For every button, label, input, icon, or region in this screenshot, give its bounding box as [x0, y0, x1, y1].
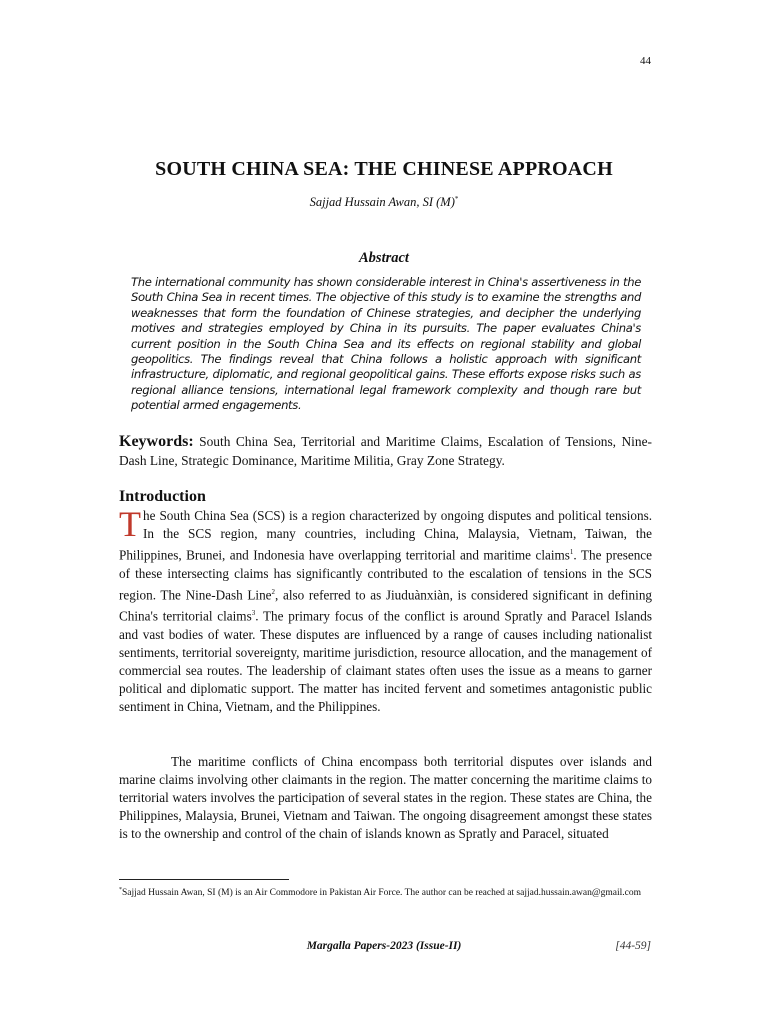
footnote	[119, 884, 652, 900]
keywords-text: South China Sea, Territorial and Maritime Claims, Escalation of Tensions, Nine-Dash Line, Strategic Dominance, Maritime Militia, Gray Zone Strategy.	[119, 434, 652, 468]
footnote-mark: *	[119, 887, 122, 893]
keywords-block	[119, 432, 652, 470]
p1-part-b: . The presence of these intersecting claims has significantly contributed to the escalation of tensions in the SCS region. The Nine-Dash Line	[119, 547, 652, 603]
citation-ref-3: 3	[251, 609, 256, 618]
abstract-text: The international community has shown considerable interest in China's assertiveness in the South China Sea in recent times. The objective of this study is to examine the strengths and weaknesses that form the foundation of Chinese strategies, and decipher the underlying motives and strategies employed by China in its pursuits. The paper evaluates China's current position in the South China Sea and its effects on regional stability and global geopolitics. The findings reveal that China follows a holistic approach with significant infrastructure, diplomatic, and regional geopolitical gains. These efforts expose risks such as regional alliance tensions, international legal framework complexity and though rare but potential armed engagements.	[131, 275, 641, 413]
author-line	[0, 195, 768, 210]
page-number: 44	[640, 55, 651, 67]
journal-footer: Margalla Papers-2023 (Issue-II)	[306, 940, 462, 952]
citation-ref-1: 1	[569, 548, 574, 557]
author-footnote-mark: *	[454, 195, 459, 203]
drop-cap: T	[119, 504, 141, 544]
footnote-divider	[119, 879, 289, 880]
abstract-heading: Abstract	[359, 250, 409, 266]
keywords-label: Keywords:	[119, 433, 194, 450]
introduction-paragraph-2: The maritime conflicts of China encompass both territorial disputes over islands and marine claims involving other claimants in the region. The matter concerning the maritime claims to territorial waters involves the participation of several states in the region. These states are China, the Philippines, Malaysia, Brunei, Vietnam and Taiwan. The ongoing disagreement amongst these states is to the ownership and control of the chain of islands known as Spratly and Paracel, situated	[119, 754, 652, 842]
p1-part-a: he South China Sea (SCS) is a region characterized by ongoing disputes and political tensions. In the SCS region, many countries, including China, Malaysia, Vietnam, Taiwan, the Philippines, Brunei, and Indonesia have overlapping territorial and maritime claims	[119, 508, 652, 563]
author-name: Sajjad Hussain Awan, SI (M)	[309, 195, 455, 210]
p1-part-d: . The primary focus of the conflict is around Spratly and Paracel Islands and vast bodies of water. These disputes are influenced by a range of causes including nationalist sentiments, territorial sovereignty, maritime jurisdiction, resource allocation, and the management of commercial sea routes. The leadership of claimant states often uses the issue as a means to garner political and diplomatic support. The matter has incited fervent and sometimes antagonistic public sentiment in China, Vietnam, and the Philippines.	[119, 608, 652, 715]
introduction-paragraph-1	[119, 504, 653, 716]
introduction-heading: Introduction	[119, 488, 206, 505]
page-range: [44-59]	[615, 940, 651, 952]
footnote-text: Sajjad Hussain Awan, SI (M) is an Air Commodore in Pakistan Air Force. The author can be reached at sajjad.hussain.awan@gmail.com	[122, 888, 642, 899]
p1-part-c: , also referred to as Jiuduànxiàn, is considered significant in defining China's territorial claims	[119, 587, 653, 624]
paper-title: SOUTH CHINA SEA: THE CHINESE APPROACH	[155, 158, 613, 180]
citation-ref-2: 2	[271, 587, 276, 596]
